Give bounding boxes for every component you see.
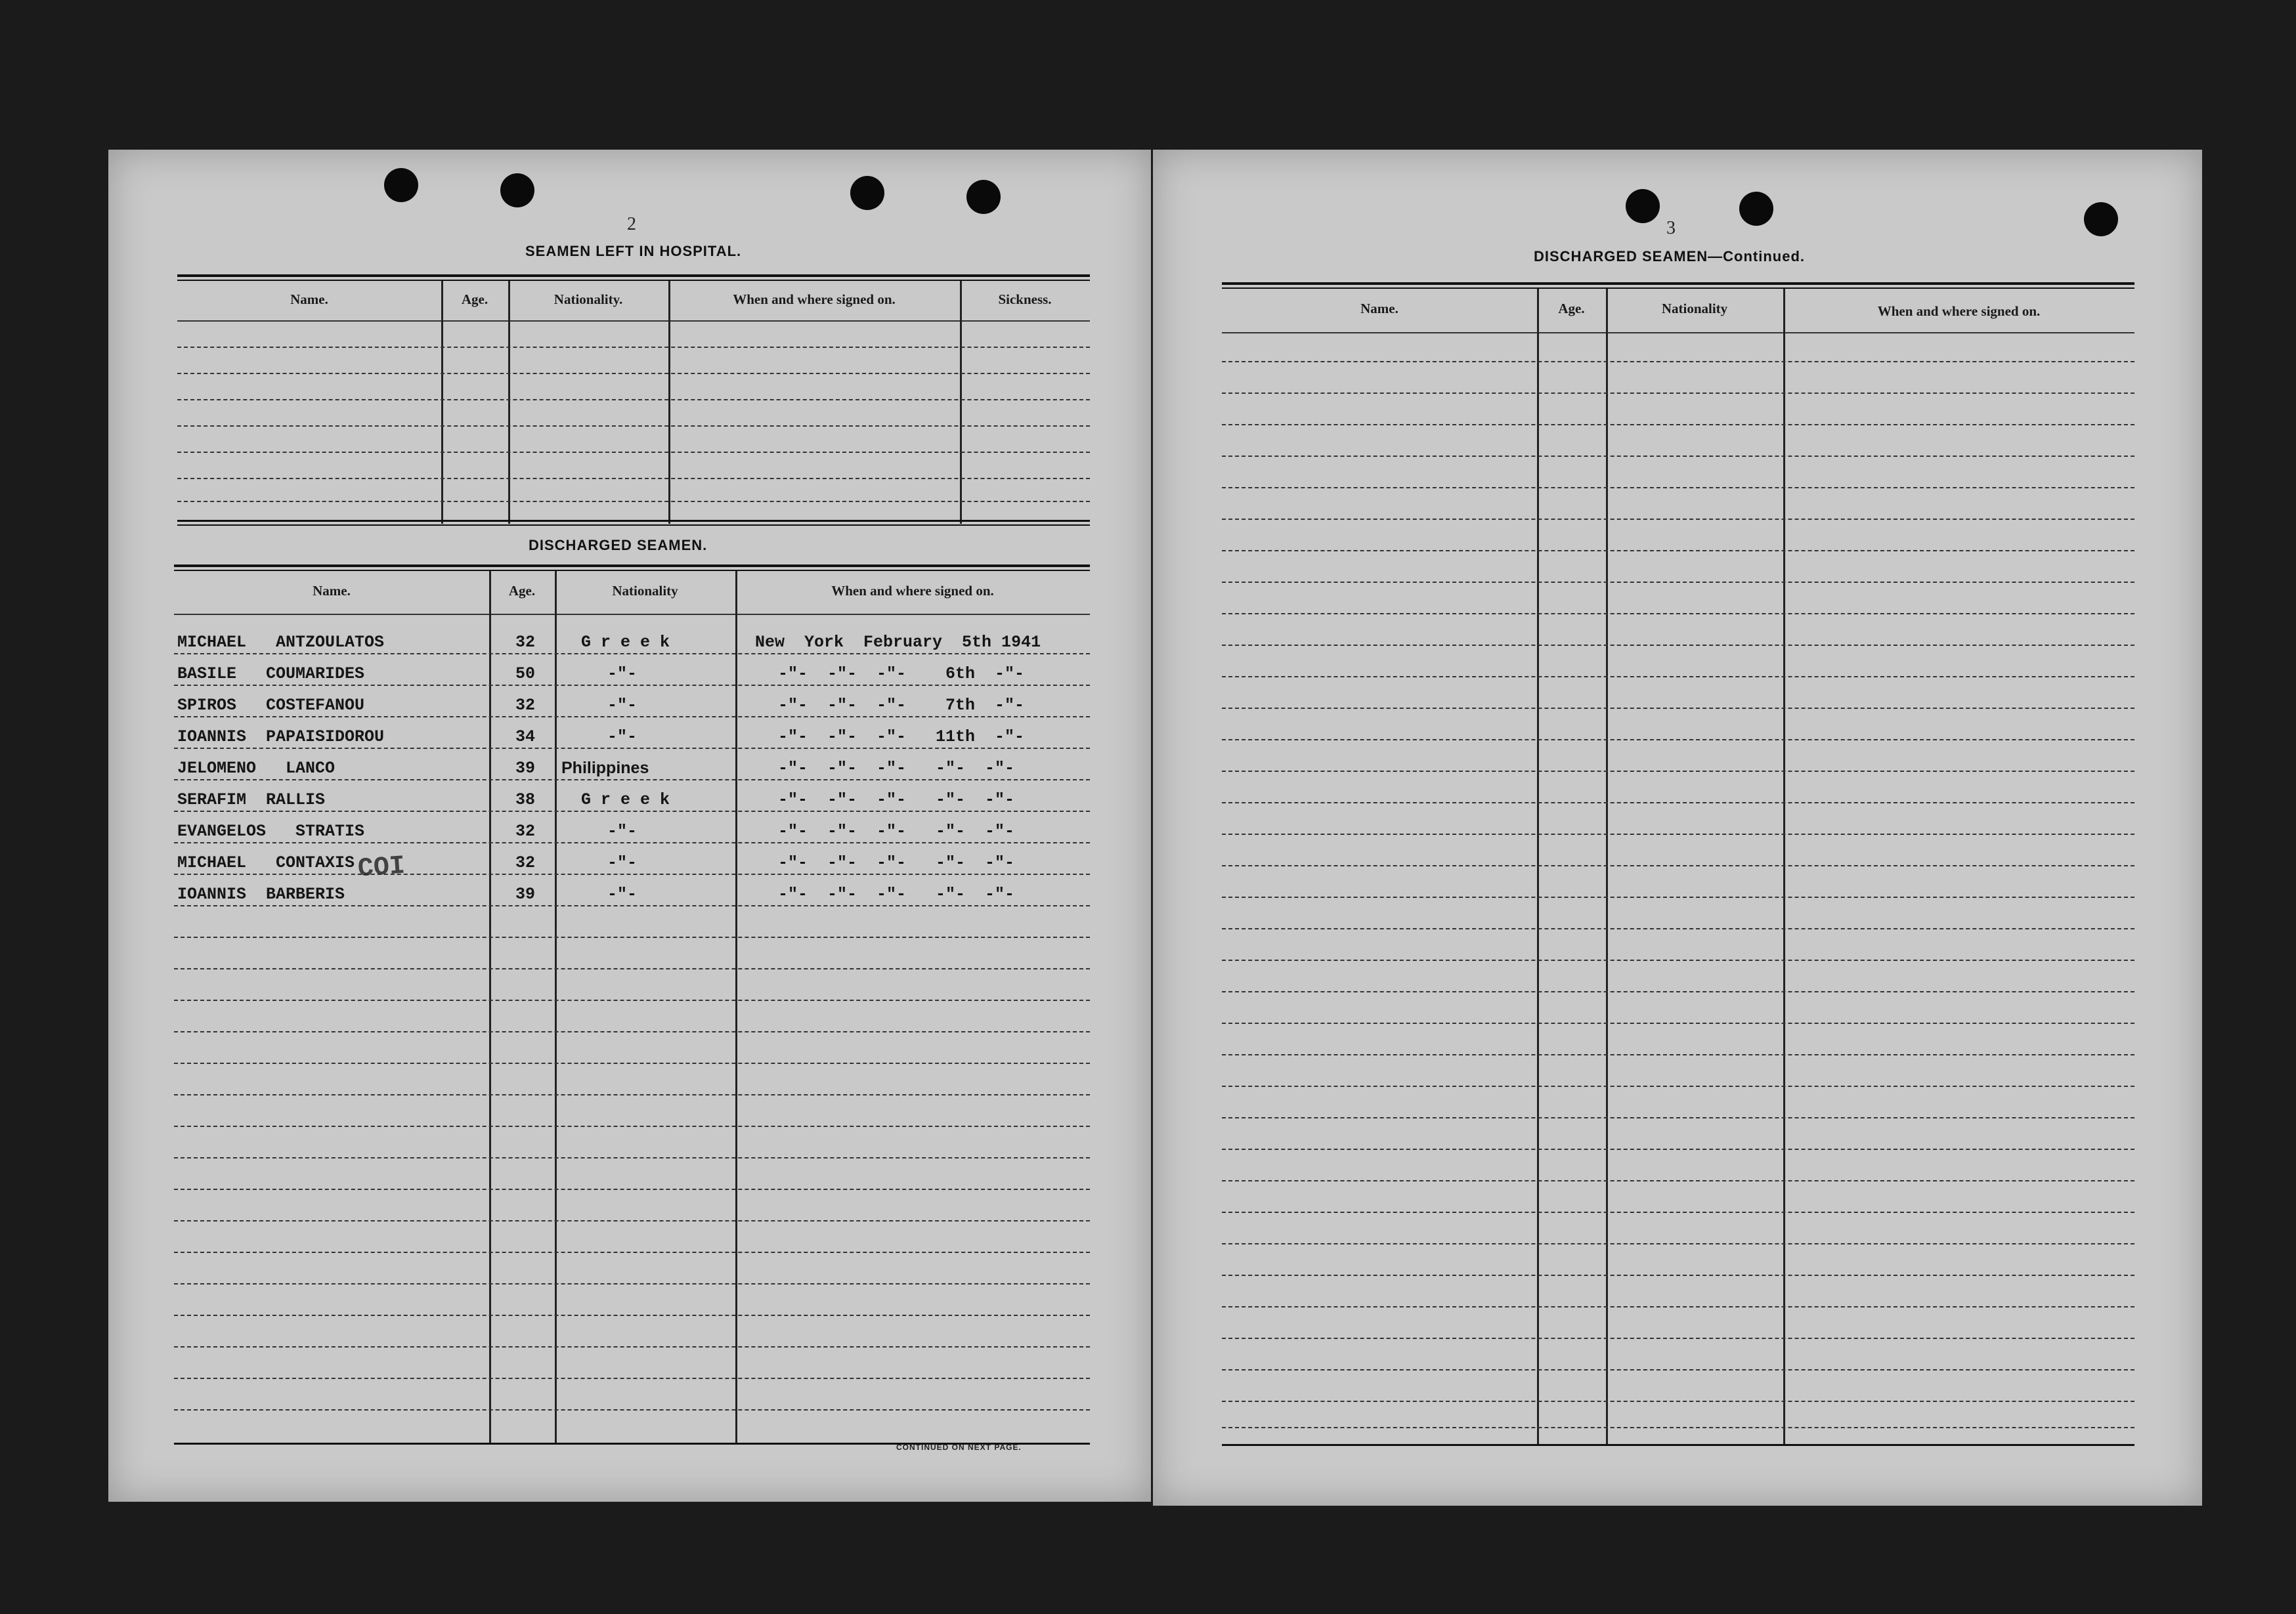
row-nationality: Philippines bbox=[561, 759, 649, 777]
row-age: 32 bbox=[515, 633, 536, 652]
hospital-col-age: Age. bbox=[461, 291, 488, 307]
table-row bbox=[174, 664, 1090, 690]
discharged-title: DISCHARGED SEAMEN. bbox=[529, 537, 708, 553]
punch-hole bbox=[1739, 192, 1773, 226]
table-row bbox=[174, 759, 1090, 785]
row-age: 38 bbox=[515, 790, 536, 809]
row-name: SPIROS COSTEFANOU bbox=[177, 696, 365, 715]
row-nationality: -"- bbox=[607, 853, 638, 872]
row-signed: -"- -"- -"- 7th -"- bbox=[778, 696, 1025, 715]
discharged-continued-title: DISCHARGED SEAMEN—Continued. bbox=[1534, 248, 1805, 265]
punch-hole bbox=[500, 173, 534, 207]
row-signed: -"- -"- -"- 11th -"- bbox=[778, 727, 1025, 746]
cont-col-name: Name. bbox=[1360, 301, 1398, 316]
table-row bbox=[174, 822, 1090, 848]
row-name: MICHAEL CONTAXIS bbox=[177, 853, 355, 872]
hospital-col-sickness: Sickness. bbox=[998, 291, 1052, 307]
row-signed: -"- -"- -"- -"- -"- bbox=[778, 822, 1015, 841]
row-name: JELOMENO LANCO bbox=[177, 759, 336, 778]
table-row bbox=[174, 727, 1090, 754]
hospital-col-nationality: Nationality. bbox=[553, 291, 623, 307]
discharged-col-signed: When and where signed on. bbox=[831, 583, 994, 599]
left-page bbox=[108, 150, 1151, 1502]
row-nationality: G r e e k bbox=[581, 633, 670, 652]
row-signed: -"- -"- -"- -"- -"- bbox=[778, 759, 1015, 778]
discharged-col-nationality: Nationality bbox=[612, 583, 678, 599]
cont-col-nationality: Nationality bbox=[1661, 301, 1728, 316]
hospital-title: SEAMEN LEFT IN HOSPITAL. bbox=[525, 243, 742, 259]
table-row bbox=[174, 696, 1090, 722]
row-age: 32 bbox=[515, 822, 536, 841]
discharged-col-name: Name. bbox=[313, 583, 351, 599]
right-page bbox=[1153, 150, 2202, 1506]
row-name: EVANGELOS STRATIS bbox=[177, 822, 365, 841]
hospital-table bbox=[177, 274, 1090, 527]
discharged-continued-table bbox=[1222, 282, 2134, 1457]
row-age: 32 bbox=[515, 696, 536, 715]
row-nationality: G r e e k bbox=[581, 790, 670, 809]
row-nationality: -"- bbox=[607, 696, 638, 715]
punch-hole bbox=[1626, 189, 1660, 223]
hospital-col-signed: When and where signed on. bbox=[733, 291, 896, 307]
cont-col-signed: When and where signed on. bbox=[1877, 303, 2041, 319]
row-age: 39 bbox=[515, 885, 536, 904]
row-nationality: -"- bbox=[607, 885, 638, 904]
discharged-table bbox=[174, 564, 1090, 1457]
discharged-col-age: Age. bbox=[508, 583, 536, 599]
row-age: 32 bbox=[515, 853, 536, 872]
punch-hole bbox=[850, 176, 884, 210]
page-number: 3 bbox=[1666, 218, 1676, 238]
row-signed: -"- -"- -"- -"- -"- bbox=[778, 790, 1015, 809]
row-name: IOANNIS PAPAISIDOROU bbox=[177, 727, 385, 746]
continued-footer: CONTINUED ON NEXT PAGE. bbox=[896, 1443, 1022, 1452]
row-signed: -"- -"- -"- 6th -"- bbox=[778, 664, 1025, 683]
row-signed: -"- -"- -"- -"- -"- bbox=[778, 853, 1015, 872]
row-signed: -"- -"- -"- -"- -"- bbox=[778, 885, 1015, 904]
row-name: BASILE COUMARIDES bbox=[177, 664, 365, 683]
row-nationality: -"- bbox=[607, 822, 638, 841]
row-name: IOANNIS BARBERIS bbox=[177, 885, 345, 904]
row-age: 50 bbox=[515, 664, 536, 683]
punch-hole bbox=[384, 168, 418, 202]
table-row bbox=[174, 853, 1090, 880]
row-nationality: -"- bbox=[607, 664, 638, 683]
table-row bbox=[174, 885, 1090, 911]
page-number: 2 bbox=[627, 214, 636, 234]
row-age: 34 bbox=[515, 727, 536, 746]
cont-col-age: Age. bbox=[1558, 301, 1585, 316]
table-row bbox=[174, 790, 1090, 817]
row-signed: New York February 5th 1941 bbox=[755, 633, 1041, 652]
hospital-col-name: Name. bbox=[290, 291, 328, 307]
row-name: SERAFIM RALLIS bbox=[177, 790, 326, 809]
stamp: COI bbox=[357, 851, 406, 885]
row-name: MICHAEL ANTZOULATOS bbox=[177, 633, 385, 652]
row-age: 39 bbox=[515, 759, 536, 778]
row-nationality: -"- bbox=[607, 727, 638, 746]
punch-hole bbox=[2084, 202, 2118, 236]
punch-hole bbox=[966, 180, 1001, 214]
table-row bbox=[174, 633, 1090, 659]
